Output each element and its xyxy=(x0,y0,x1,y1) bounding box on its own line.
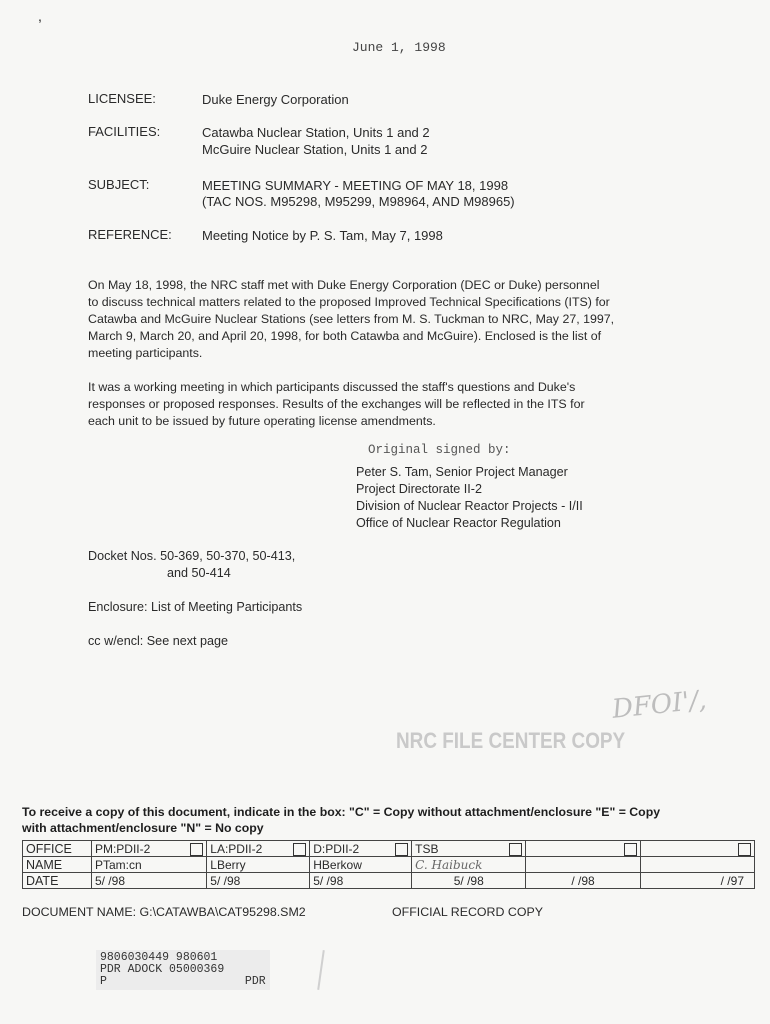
subject-line-2: (TAC NOS. M95298, M95299, M98964, AND M98965) xyxy=(202,194,515,209)
date-cell: 5/ /98 xyxy=(91,873,206,889)
office-cell: PM:PDII-2 xyxy=(94,841,151,856)
copy-checkbox[interactable] xyxy=(395,843,408,856)
file-center-stamp: NRC FILE CENTER COPY xyxy=(396,728,626,753)
signature-office: Office of Nuclear Reactor Regulation xyxy=(356,516,561,530)
date-cell: 5/ /98 xyxy=(412,873,526,889)
docket-line-1: Docket Nos. 50-369, 50-370, 50-413, xyxy=(88,549,296,563)
licensee-label: LICENSEE: xyxy=(88,91,156,106)
subject-label: SUBJECT: xyxy=(88,177,150,192)
copy-checkbox[interactable] xyxy=(624,843,637,856)
signature-directorate: Project Directorate II-2 xyxy=(356,482,482,496)
facilities-line-2: McGuire Nuclear Station, Units 1 and 2 xyxy=(202,142,428,157)
date-label: DATE xyxy=(23,873,92,889)
paragraph-2-line: responses or proposed responses. Results of the exchanges will be reflected in the ITS for xyxy=(88,397,585,411)
facilities-label: FACILITIES: xyxy=(88,124,161,139)
name-cell: LBerry xyxy=(207,857,310,873)
date-cell: 5/ /98 xyxy=(207,873,310,889)
document-name: DOCUMENT NAME: G:\CATAWBA\CAT95298.SM2 xyxy=(22,905,306,919)
copy-checkbox[interactable] xyxy=(738,843,751,856)
paragraph-1-line: Catawba and McGuire Nuclear Stations (see letters from M. S. Tuckman to NRC, May 27, 1997, xyxy=(88,312,615,326)
copy-checkbox[interactable] xyxy=(190,843,203,856)
date-cell: 5/ /98 xyxy=(310,873,412,889)
table-row-office xyxy=(23,841,755,857)
letter-date: June 1, 1998 xyxy=(352,40,446,55)
copy-instruction xyxy=(22,804,762,836)
paragraph-1-line: On May 18, 1998, the NRC staff met with Duke Energy Corporation (DEC or Duke) personnel xyxy=(88,278,600,292)
reference-label: REFERENCE: xyxy=(88,227,172,242)
docket-line-2: and 50-414 xyxy=(167,566,231,580)
cc-line: cc w/encl: See next page xyxy=(88,634,229,648)
accession-block xyxy=(96,950,270,990)
date-cell: / /97 xyxy=(640,873,754,889)
copy-instruction-line: with attachment/enclosure "N" = No copy xyxy=(22,821,264,835)
subject-line-1: MEETING SUMMARY - MEETING OF MAY 18, 1998 xyxy=(202,178,509,193)
accession-line: P PDR xyxy=(100,975,266,988)
paragraph-2 xyxy=(88,379,698,430)
paragraph-2-line: It was a working meeting in which participants discussed the staff's questions and Duke's xyxy=(88,380,576,394)
office-label: OFFICE xyxy=(23,841,92,857)
paragraph-1-line: meeting participants. xyxy=(88,346,203,360)
accession-line: 9806030449 980601 xyxy=(100,951,218,964)
copy-checkbox[interactable] xyxy=(509,843,522,856)
signature-division: Division of Nuclear Reactor Projects - I/II xyxy=(356,499,583,513)
table-row-date xyxy=(23,873,755,889)
office-cell: LA:PDII-2 xyxy=(210,841,263,856)
enclosure: Enclosure: List of Meeting Participants xyxy=(88,600,303,614)
name-cell: C. Haibuck xyxy=(412,857,526,873)
handwritten-note: DFOI'/, xyxy=(610,685,708,725)
reference-value: Meeting Notice by P. S. Tam, May 7, 1998 xyxy=(202,228,443,243)
date-cell: / /98 xyxy=(526,873,640,889)
office-cell: D:PDII-2 xyxy=(313,841,360,856)
margin-mark: , xyxy=(38,8,42,24)
accession-line: PDR ADOCK 05000369 xyxy=(100,963,225,976)
name-cell: HBerkow xyxy=(310,857,412,873)
copy-checkbox[interactable] xyxy=(293,843,306,856)
signature-name: Peter S. Tam, Senior Project Manager xyxy=(356,465,568,479)
table-row-name xyxy=(23,857,755,873)
name-label: NAME xyxy=(23,857,92,873)
paragraph-1 xyxy=(88,277,698,362)
paragraph-1-line: March 9, March 20, and April 20, 1998, for both Catawba and McGuire). Enclosed is the list of xyxy=(88,329,602,343)
facilities-line-1: Catawba Nuclear Station, Units 1 and 2 xyxy=(202,125,430,140)
official-record-copy: OFFICIAL RECORD COPY xyxy=(392,905,543,919)
concurrence-table xyxy=(22,840,755,889)
name-cell xyxy=(526,857,640,873)
pen-stroke xyxy=(317,950,325,990)
paragraph-1-line: to discuss technical matters related to the proposed Improved Technical Specifications (ITS) for xyxy=(88,295,610,309)
name-cell: PTam:cn xyxy=(91,857,206,873)
office-cell: TSB xyxy=(415,841,439,856)
name-cell xyxy=(640,857,754,873)
original-signed-by: Original signed by: xyxy=(368,443,511,457)
licensee-value: Duke Energy Corporation xyxy=(202,92,349,107)
copy-instruction-line: To receive a copy of this document, indicate in the box: "C" = Copy without attachment/enclosure "E" = Copy xyxy=(22,805,661,819)
paragraph-2-line: each unit to be issued by future operating license amendments. xyxy=(88,414,436,428)
